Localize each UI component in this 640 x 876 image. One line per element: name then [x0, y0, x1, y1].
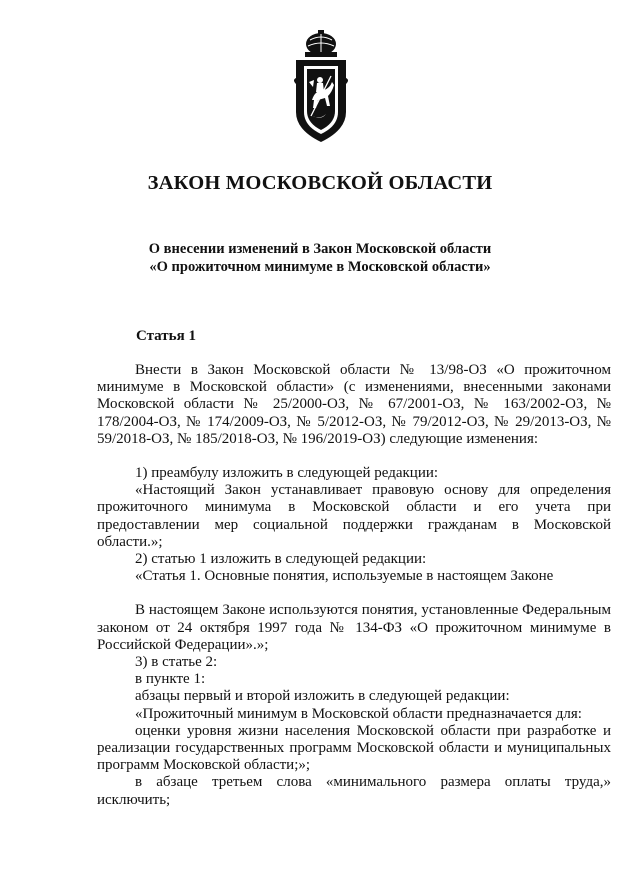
article-heading: Статья 1 — [136, 328, 196, 344]
subtitle-line: «О прожиточном минимуме в Московской области» — [149, 259, 491, 275]
paragraph: абзацы первый и второй изложить в следующей редакции: — [135, 688, 510, 705]
document-subtitle — [0, 240, 640, 276]
paragraph: В настоящем Законе используются понятия, установленные Федеральным законом от 24 октября 1997 года № 134-ФЗ «О прожиточном минимуме в Российской Федерации».»; — [97, 602, 611, 653]
paragraph: оценки уровня жизни населения Московской области при разработке и реализации государственных программ Московской области и муниципальных программ Московской области;»; — [97, 722, 611, 774]
paragraph: в абзаце третьем слова «минимального размера оплаты труда,» исключить; — [97, 774, 611, 808]
paragraph: 1) преамбулу изложить в следующей редакции: — [135, 465, 439, 482]
paragraph: «Настоящий Закон устанавливает правовую основу для определения прожиточного минимума в Московской области и его учета при предоставлении мер социальной поддержки гражданам в Московской области.»; — [97, 482, 611, 550]
subtitle-line: О внесении изменений в Закон Московской области — [148, 241, 492, 257]
paragraph: 3) в статье 2: — [135, 654, 218, 671]
paragraph: «Прожиточный минимум в Московской области предназначается для: — [135, 705, 582, 722]
article-body — [97, 362, 611, 809]
paragraph: 2) статью 1 изложить в следующей редакции: — [135, 551, 427, 568]
paragraph: «Статья 1. Основные понятия, используемые в настоящем Законе — [135, 568, 554, 585]
paragraph: Внести в Закон Московской области № 13/98-ОЗ «О прожиточном минимуме в Московской области» (с изменениями, внесенными законами Московской области № 25/2000-ОЗ, № 67/2001-ОЗ, № 163/2002-ОЗ, № 178/2004-ОЗ, № 174/2009-ОЗ, № 5/2012-ОЗ, № 79/2012-ОЗ, № 29/2013-ОЗ, № 59/2018-ОЗ, № 185/2018-ОЗ, № 196/2019-ОЗ) следующие изменения: — [97, 362, 611, 447]
coat-of-arms-emblem — [290, 30, 352, 145]
document-title: ЗАКОН МОСКОВСКОЙ ОБЛАСТИ — [147, 172, 493, 194]
paragraph: в пункте 1: — [135, 671, 206, 688]
